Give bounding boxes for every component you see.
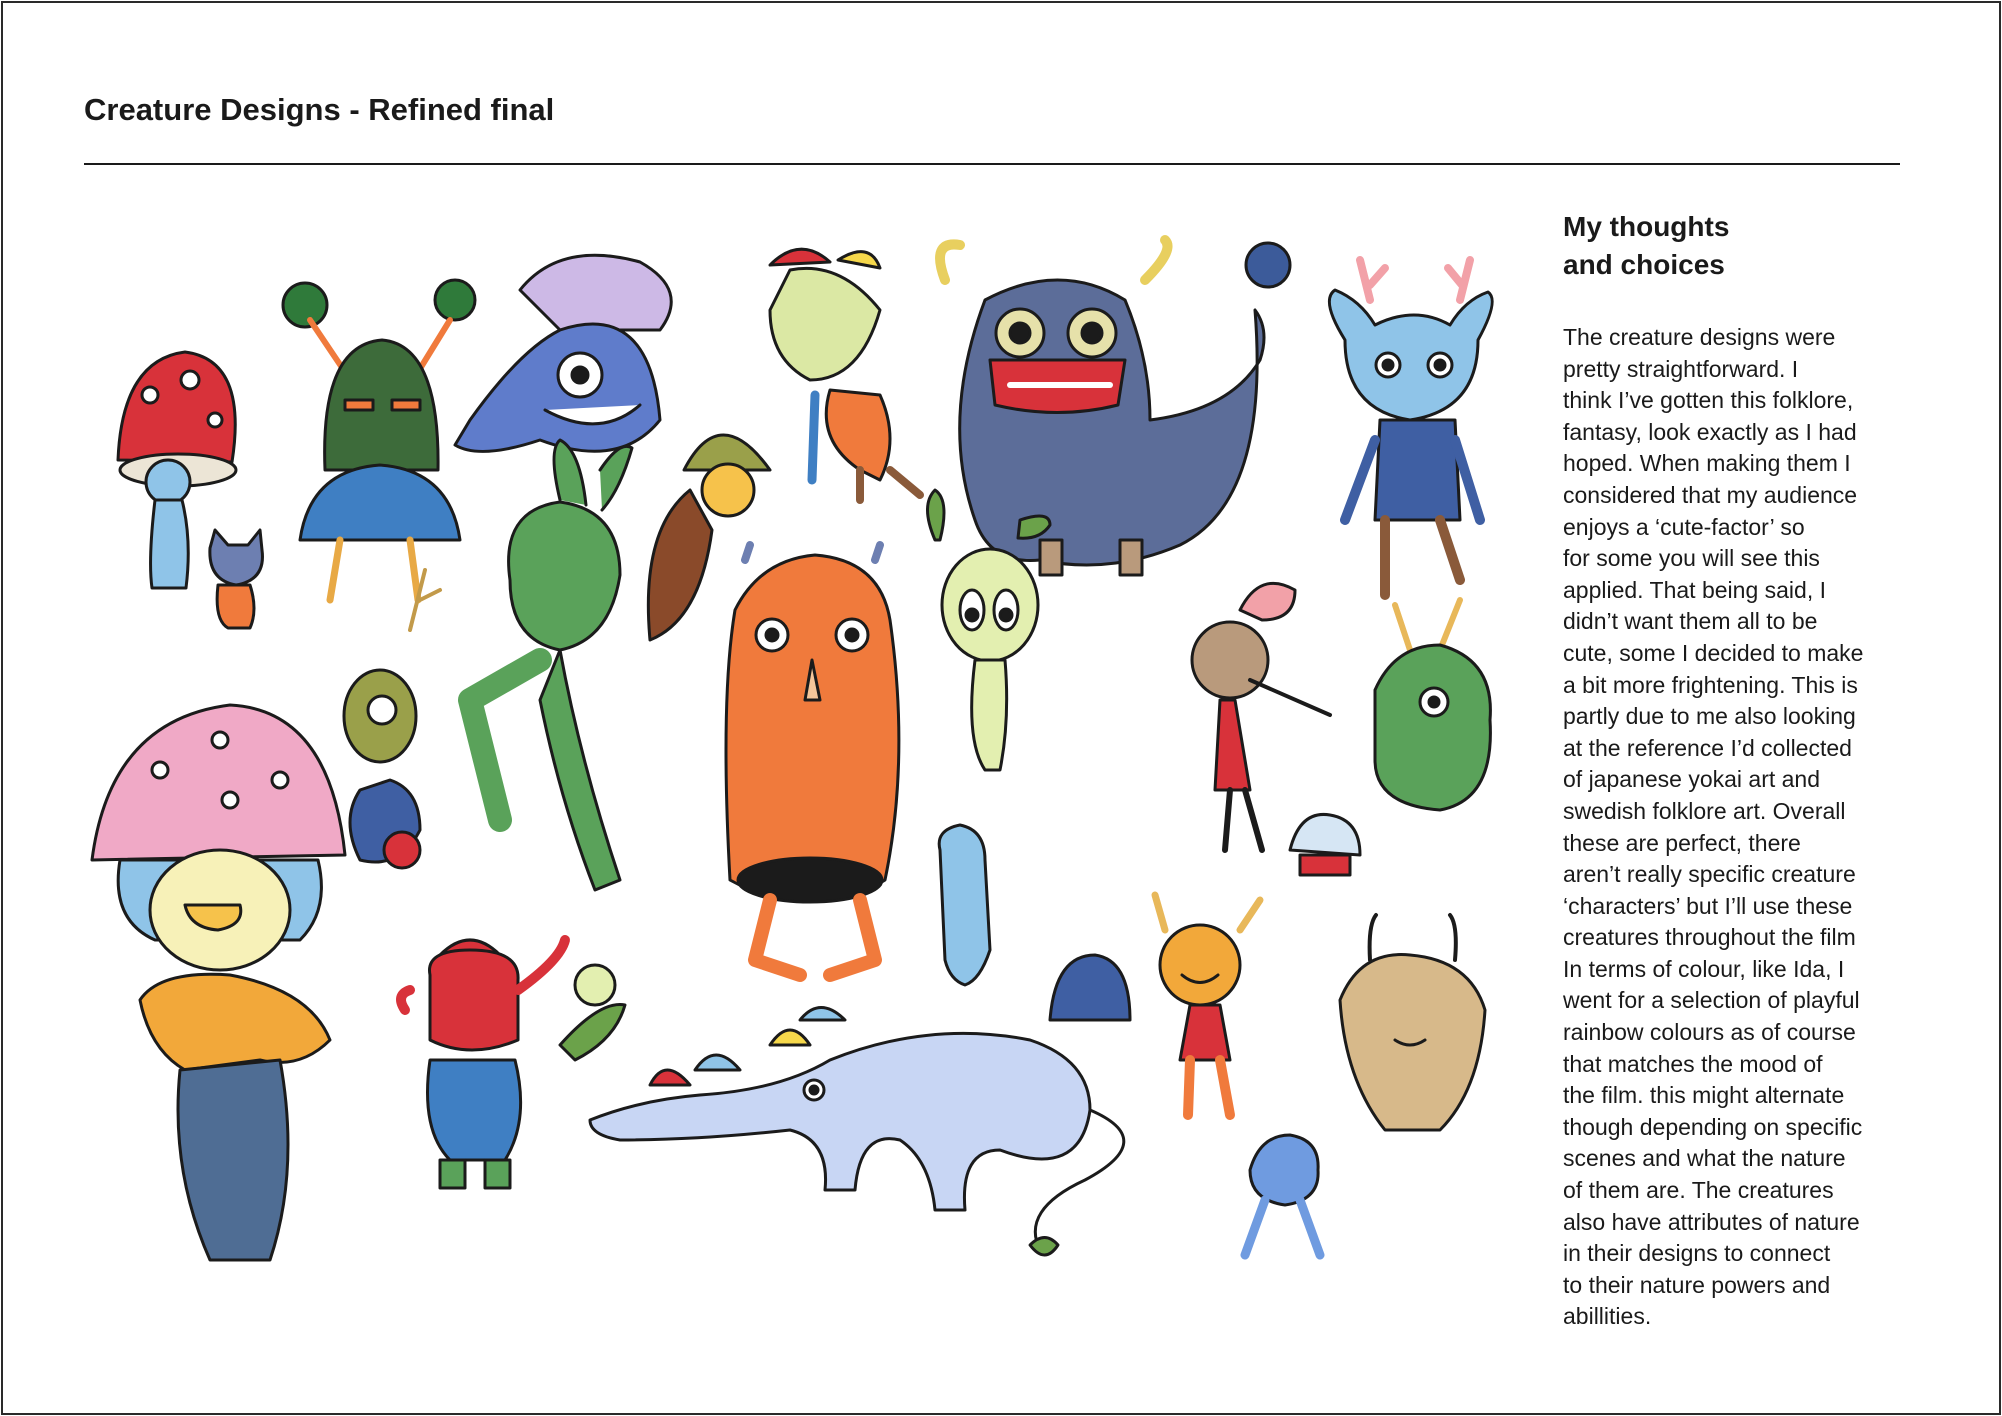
- body-line: think I’ve gotten this folklore,: [1563, 387, 1854, 414]
- body-line: creatures throughout the film: [1563, 924, 1856, 951]
- body-line: also have attributes of nature: [1563, 1208, 1860, 1235]
- creature-blue-hairy-blob: [1050, 955, 1130, 1020]
- body-line: pretty straightforward. I: [1563, 355, 1799, 382]
- creature-orange-owl: [726, 545, 899, 975]
- creature-orange-antler-sun: [1155, 895, 1260, 1115]
- body-line: fantasy, look exactly as I had: [1563, 418, 1857, 445]
- creature-illustration: [80, 225, 1520, 1285]
- creature-yeti-beast: [940, 240, 1290, 575]
- creature-olive-seed: [344, 570, 440, 868]
- body-line: didn’t want them all to be: [1563, 608, 1818, 635]
- creature-jellyfish-lamp: [1290, 814, 1360, 875]
- creature-goat-face: [1340, 915, 1485, 1130]
- body-line: enjoys a ‘cute-factor’ so: [1563, 513, 1805, 540]
- body-line: partly due to me also looking: [1563, 703, 1856, 730]
- body-line: these are perfect, there: [1563, 829, 1801, 856]
- sidebar-body-text: [1563, 322, 1903, 1333]
- creature-croc-head: [455, 255, 671, 451]
- body-line: that matches the mood of: [1563, 1050, 1823, 1077]
- creature-antler-demon: [1329, 260, 1492, 595]
- creature-leaf-fairy: [560, 965, 625, 1060]
- creature-blue-walker: [1245, 1135, 1320, 1255]
- body-line: The creature designs were: [1563, 324, 1836, 350]
- body-line: ‘characters’ but I’ll use these: [1563, 892, 1853, 919]
- creature-green-rabbit: [470, 440, 632, 890]
- body-line: went for a selection of playful: [1563, 987, 1860, 1014]
- body-line: at the reference I’d collected: [1563, 734, 1852, 761]
- body-line: though depending on specific: [1563, 1113, 1863, 1140]
- body-line: a bit more frightening. This is: [1563, 671, 1858, 698]
- creature-white-dragon: [590, 1033, 1124, 1255]
- body-line: in their designs to connect: [1563, 1240, 1831, 1267]
- page-title: Creature Designs - Refined final: [84, 92, 555, 127]
- body-line: aren’t really specific creature: [1563, 861, 1856, 888]
- creature-red-teapot: [401, 940, 565, 1188]
- creature-moss-bush: [1375, 600, 1490, 810]
- body-line: applied. That being said, I: [1563, 576, 1826, 603]
- body-line: for some you will see this: [1563, 545, 1820, 572]
- body-line: the film. this might alternate: [1563, 1082, 1845, 1109]
- creature-pink-mushroom-girl: [92, 705, 345, 1260]
- creature-tree-mask: [283, 280, 475, 600]
- body-line: rainbow colours as of course: [1563, 1019, 1856, 1046]
- body-line: hoped. When making them I: [1563, 450, 1851, 477]
- body-line: cute, some I decided to make: [1563, 639, 1864, 666]
- creature-ghost-blob: [939, 825, 990, 985]
- body-line: considered that my audience: [1563, 481, 1858, 508]
- body-line: to their nature powers and: [1563, 1271, 1831, 1298]
- body-line: scenes and what the nature: [1563, 1145, 1846, 1172]
- sidebar-heading: [1563, 208, 1863, 284]
- sidebar-heading-line: My thoughts: [1563, 211, 1730, 242]
- creature-longnose-boy: [1192, 583, 1330, 850]
- sidebar-heading-line: and choices: [1563, 249, 1725, 280]
- body-line: of japanese yokai art and: [1563, 766, 1821, 793]
- body-line: swedish folklore art. Overall: [1563, 797, 1846, 824]
- body-line: abillities.: [1563, 1303, 1652, 1330]
- body-line: In terms of colour, like Ida, I: [1563, 955, 1845, 982]
- creature-small-bat-imp: [210, 530, 263, 628]
- title-divider: [84, 163, 1900, 165]
- body-line: of them are. The creatures: [1563, 1177, 1834, 1204]
- creature-mushroom-goblin: [770, 249, 920, 500]
